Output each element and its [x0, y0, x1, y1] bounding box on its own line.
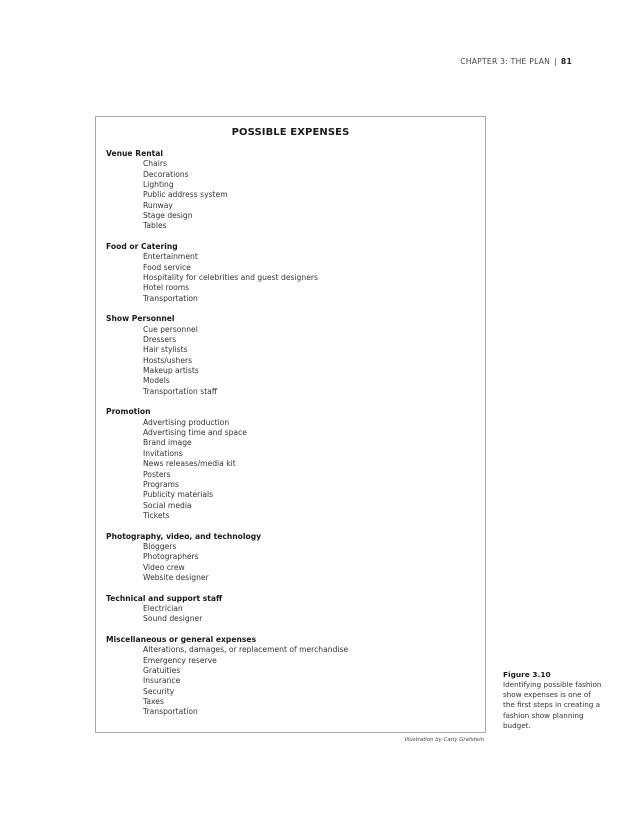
category-heading: Show Personnel [106, 314, 175, 324]
expense-item: Programs [143, 479, 179, 489]
expense-item: Makeup artists [143, 366, 199, 376]
expense-item: Hosts/ushers [143, 355, 193, 365]
category-item-list [106, 645, 477, 717]
expense-item: Stage design [143, 211, 193, 221]
expense-item: Dressers [143, 335, 177, 345]
category-item-list [106, 418, 477, 521]
expense-item: Decorations [143, 169, 189, 179]
category-heading: Miscellaneous or general expenses [106, 634, 257, 644]
expenses-figure-box [95, 116, 486, 733]
expense-item: News releases/media kit [143, 459, 236, 469]
category-heading: Promotion [106, 407, 151, 417]
expense-item: Entertainment [143, 252, 198, 262]
expense-item: Transportation staff [143, 386, 218, 396]
category-item-list [106, 325, 477, 397]
expense-item: Tables [143, 221, 167, 231]
expense-item: Public address system [143, 190, 228, 200]
expense-item: Brand image [143, 438, 192, 448]
expense-item: Food service [143, 262, 191, 272]
expense-item: Publicity materials [143, 490, 214, 500]
expense-category [106, 314, 477, 397]
category-item-list [106, 542, 477, 583]
expense-category [106, 635, 477, 718]
caption-label: Figure 3.10 [503, 670, 551, 679]
expense-item: Photographers [143, 552, 199, 562]
expense-item: Insurance [143, 676, 181, 686]
expense-category [106, 594, 477, 625]
figure-title: POSSIBLE EXPENSES [231, 127, 350, 138]
expense-item: Video crew [143, 562, 185, 572]
category-item-list [106, 604, 477, 625]
expense-item: Advertising time and space [143, 428, 247, 438]
expense-item: Social media [143, 500, 192, 510]
expense-item: Hair stylists [143, 345, 188, 355]
expense-item: Tickets [143, 510, 170, 520]
expense-item: Invitations [143, 448, 183, 458]
expense-item: Transportation [143, 707, 198, 717]
chapter-title: CHAPTER 3: THE PLAN [460, 57, 551, 66]
expense-item: Gratuities [143, 665, 181, 675]
category-heading: Venue Rental [106, 149, 163, 158]
expense-item: Electrician [143, 603, 183, 613]
expense-item: Lighting [143, 180, 174, 190]
caption-text: Identifying possible fashion show expenses is one of the first steps in creating a fashion show planning budget. [503, 680, 602, 730]
category-heading: Food or Catering [106, 242, 178, 252]
illustration-credit: Illustration by Carly Grafstein [404, 737, 484, 743]
expense-item: Bloggers [143, 541, 177, 551]
expense-item: Security [143, 686, 175, 696]
running-head-separator: | [554, 57, 557, 66]
expense-item: Chairs [143, 159, 167, 169]
running-head [460, 57, 572, 66]
category-item-list [106, 252, 477, 304]
expense-item: Hotel rooms [143, 283, 190, 293]
expense-item: Runway [143, 200, 173, 210]
category-heading: Technical and support staff [106, 593, 223, 603]
expense-item: Hospitality for celebrities and guest designers [143, 273, 318, 283]
expense-categories [106, 149, 477, 728]
expense-item: Transportation [143, 293, 198, 303]
expense-category [106, 242, 477, 304]
expense-item: Alterations, damages, or replacement of merchandise [143, 645, 349, 655]
expense-item: Models [143, 376, 170, 386]
expense-category [106, 532, 477, 584]
expense-item: Emergency reserve [143, 655, 217, 665]
expense-item: Website designer [143, 572, 209, 582]
expense-item: Taxes [143, 696, 164, 706]
expense-category [106, 149, 477, 232]
expense-item: Cue personnel [143, 324, 198, 334]
page-number: 81 [560, 57, 572, 66]
expense-item: Posters [143, 469, 171, 479]
expense-category [106, 407, 477, 521]
expense-item: Advertising production [143, 417, 230, 427]
category-heading: Photography, video, and technology [106, 531, 262, 541]
category-item-list [106, 159, 477, 231]
expense-item: Sound designer [143, 614, 203, 624]
figure-caption [503, 670, 603, 731]
